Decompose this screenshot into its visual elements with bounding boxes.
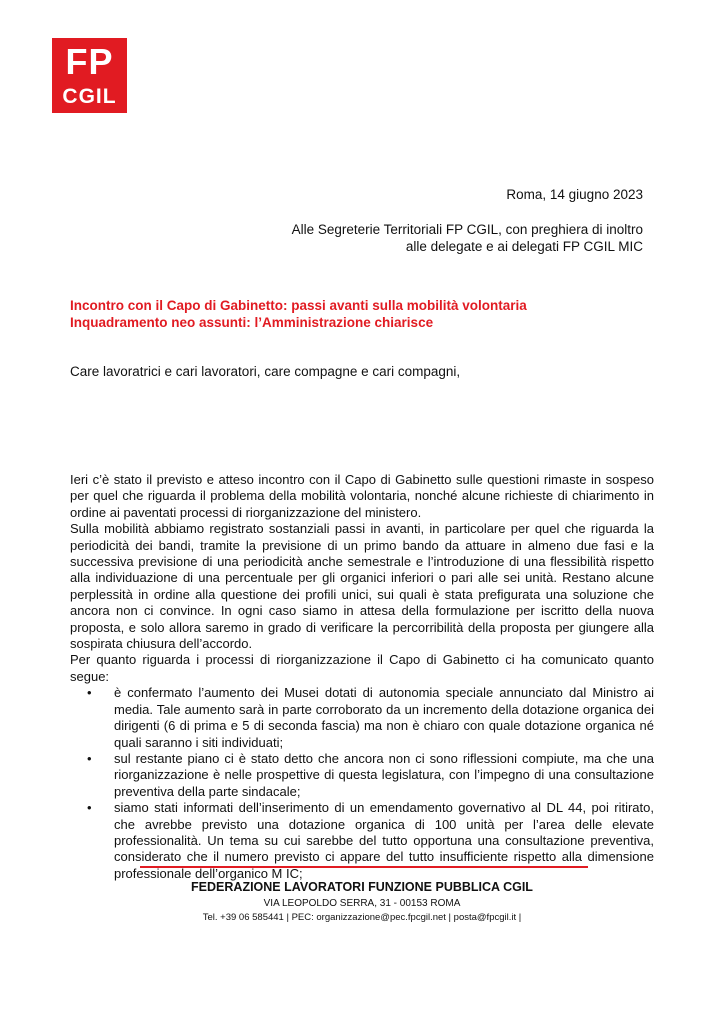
logo-fp-text: FP [65, 41, 114, 82]
subject-line-1: Incontro con il Capo di Gabinetto: passi avanti sulla mobilità volontaria [70, 298, 527, 313]
recipients-line-1: Alle Segreterie Territoriali FP CGIL, con preghiera di inoltro [291, 222, 643, 237]
footer-contacts-text: Tel. +39 06 585441 | PEC: organizzazione@pec.fpcgil.net | posta@fpcgil.it | [202, 912, 522, 923]
bullet-icon: • [87, 750, 92, 766]
footer-address: VIA LEOPOLDO SERRA, 31 - 00153 ROMA [263, 898, 461, 909]
bullet-list [70, 685, 654, 882]
logo-cgil-text: CGIL [62, 85, 117, 108]
fp-cgil-logo [52, 38, 127, 113]
recipients-block [292, 221, 643, 255]
bullet-text: siamo stati informati dell’inserimento di un emendamento governativo al DL 44, poi ritirato, che avrebbe previsto una dotazione organica di 100 unità per l’area delle elevate professionalità. Un tema su cui sarebbe del tutto opportuna una consultazione preventiva, considerato che il numero previsto ci appare del tutto insufficiente rispetto alla dimensione professionale dell’organico M IC; [114, 800, 654, 881]
letter-date: Roma, 14 giugno 2023 [506, 187, 643, 202]
bullet-item [87, 685, 654, 751]
footer-contacts [0, 912, 724, 923]
subject-heading [70, 297, 527, 331]
bullet-text: sul restante piano ci è stato detto che ancora non ci sono riflessioni compiute, ma che una riorganizzazione è nelle prospettive di questa legislatura, con l’impegno di una consultazione preventiva della parte sindacale; [114, 750, 654, 799]
footer-organization: FEDERAZIONE LAVORATORI FUNZIONE PUBBLICA CGIL [191, 880, 533, 894]
greeting: Care lavoratrici e cari lavoratori, care compagne e cari compagni, [70, 364, 461, 379]
body-paragraph: Sulla mobilità abbiamo registrato sostanziali passi in avanti, in particolare per quel che riguarda la periodicità dei bandi, tramite la previsione di un primo bando da attuare in almeno due fasi e la successiva previsione di una periodicità anche semestrale e l’introduzione di una flessibilità rispetto alla individuazione di una percentuale per gli organici inferiori o pari alle sei unità. Restano alcune perplessità in ordine alla questione dei profili unici, sui quali è stata prefigurata una soluzione che ancora non ci convince. In ogni caso siamo in attesa della formulazione per iscritto della nuova proposta, e solo allora saremo in grado di verificare la percorribilità della proposta per giungere alla sospirata chiusura dell’accordo. [70, 521, 654, 652]
letter-body [70, 472, 654, 882]
bullet-text: è confermato l’aumento dei Musei dotati di autonomia speciale annunciato dal Ministro ai media. Tale aumento sarà in parte corroborato da un incremento della dotazione organica dei dirigenti (6 di prima e 5 di seconda fascia) ma non è chiaro con quale dotazione organica né quali saranno i siti individuati; [114, 685, 654, 750]
bullet-icon: • [87, 685, 92, 701]
bullet-item [87, 800, 654, 882]
body-paragraph: Ieri c’è stato il previsto e atteso incontro con il Capo di Gabinetto sulle questioni rimaste in sospeso per quel che riguarda il problema della mobilità volontaria, nonché alcune richieste di chiarimento in ordine ai paventati processi di riorganizzazione del ministero. [70, 472, 654, 520]
subject-line-2: Inquadramento neo assunti: l’Amministrazione chiarisce [70, 315, 434, 330]
bullet-icon: • [87, 800, 92, 816]
recipients-line-2: alle delegate e ai delegati FP CGIL MIC [405, 239, 643, 254]
footer-divider [140, 866, 588, 868]
body-paragraph: Per quanto riguarda i processi di riorganizzazione il Capo di Gabinetto ci ha comunicato quanto segue: [70, 652, 654, 684]
bullet-item [87, 750, 654, 800]
